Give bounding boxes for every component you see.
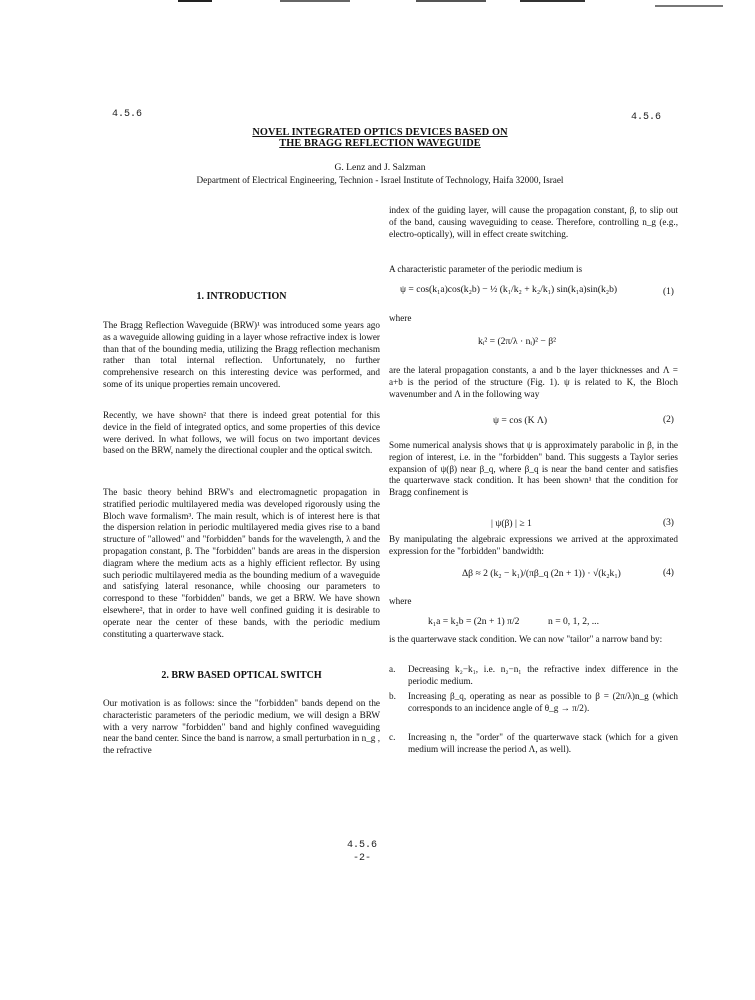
right-paragraph-3: are the lateral propagation constants, a and b the layer thicknesses and Λ = a+b is the period of the structure (Fig. 1). ψ is related to K, the Bloch wavenumber and Λ in the following way bbox=[389, 365, 678, 399]
scan-artifact bbox=[178, 0, 212, 2]
list-text: Increasing n, the "order" of the quarterwave stack (which for a given medium will increase the period Λ, as well). bbox=[408, 732, 678, 754]
right-paragraph-2: A characteristic parameter of the periodic medium is bbox=[389, 264, 583, 274]
intro-heading: 1. INTRODUCTION bbox=[196, 291, 287, 302]
equation-3: | ψ(β) | ≥ 1 bbox=[491, 518, 532, 529]
right-paragraph-6: is the quarterwave stack condition. We can now "tailor" a narrow band by: bbox=[389, 634, 663, 644]
switch-heading-wrap bbox=[103, 670, 380, 682]
list-text: Increasing β_q, operating as near as possible to β = (2π/λ)n_g (which corresponds to an incidence angle of θ_g → π/2). bbox=[408, 691, 678, 713]
title-block bbox=[150, 127, 610, 186]
equation-2: ψ = cos (K Λ) bbox=[493, 415, 548, 426]
list-text: Decreasing k₂−k₁, i.e. n₂−n₁ the refractive index difference in the periodic medium. bbox=[408, 664, 678, 686]
equation-ki: kᵢ² = (2π/λ · nᵢ)² − β² bbox=[478, 336, 556, 347]
scan-artifact bbox=[280, 0, 350, 2]
where-label-2: where bbox=[389, 596, 412, 606]
affiliation: Department of Electrical Engineering, Technion - Israel Institute of Technology, Haifa 32000, Israel bbox=[196, 175, 564, 185]
equation-5-condition: n = 0, 1, 2, ... bbox=[548, 616, 599, 627]
switch-paragraph-1: Our motivation is as follows: since the "forbidden" bands depend on the characteristic parameters of the periodic medium, we will design a BRW with a very narrow "forbidden" band and highly confined waveguiding near the band center. Since the band is narrow, a small perturbation in n_g , the refractive bbox=[103, 698, 380, 756]
equation-1-number: (1) bbox=[663, 287, 674, 297]
page-code-left: 4.5.6 bbox=[112, 109, 143, 120]
scan-artifact bbox=[416, 0, 486, 2]
equation-4-number: (4) bbox=[663, 568, 674, 578]
page-code-right: 4.5.6 bbox=[631, 112, 662, 123]
scan-artifact bbox=[655, 5, 723, 7]
list-marker: b. bbox=[389, 691, 396, 701]
where-label-1: where bbox=[389, 313, 412, 323]
footer-code: 4.5.6 bbox=[346, 840, 377, 851]
footer-page-number: -2- bbox=[352, 853, 371, 864]
switch-heading: 2. BRW BASED OPTICAL SWITCH bbox=[161, 670, 322, 681]
scan-artifact bbox=[520, 0, 585, 2]
intro-paragraph-1: The Bragg Reflection Waveguide (BRW)¹ was introduced some years ago as a waveguide allowing guiding in a layer whose refractive index is lower than that of the bounding media, utilizing the Bragg reflection mechanism rather than total internal reflection. Unfortunately, no further comprehensive research on this interesting device was performed, and some of its unique properties remain uncovered. bbox=[103, 320, 380, 389]
intro-paragraph-2: Recently, we have shown² that there is indeed great potential for this device in the field of integrated optics, and some properties of this device were derived. In what follows, we will focus on two important devices based on the BRW, namely the directional coupler and the optical switch. bbox=[103, 410, 380, 456]
paper-title-line-1: NOVEL INTEGRATED OPTICS DEVICES BASED ON bbox=[252, 127, 508, 138]
right-paragraph-4: Some numerical analysis shows that ψ is approximately parabolic in β, in the region of interest, i.e. in the "forbidden" band. This suggests a Taylor series expansion of ψ(β) near β_q, where β_q is near the band center and satisfies the quarterwave stack condition. It has been shown¹ that the condition for Bragg confinement is bbox=[389, 440, 678, 498]
equation-5: k₁a = k₂b = (2n + 1) π/2 bbox=[428, 616, 520, 627]
authors: G. Lenz and J. Salzman bbox=[334, 162, 426, 173]
equation-3-number: (3) bbox=[663, 518, 674, 528]
right-paragraph-1: index of the guiding layer, will cause the propagation constant, β, to slip out of the band, causing waveguiding to cease. Therefore, controlling n_g (e.g., electro-optically), will in effect create switching. bbox=[389, 205, 678, 239]
equation-1: ψ = cos(k₁a)cos(k₂b) − ½ (k₁/k₂ + k₂/k₁) sin(k₁a)sin(k₂b) bbox=[400, 284, 618, 295]
equation-4: Δβ ≈ 2 (k₂ − k₁)/(πβ_q (2n + 1)) · √(k₂k₁) bbox=[462, 568, 621, 579]
list-marker: a. bbox=[389, 664, 396, 674]
equation-2-number: (2) bbox=[663, 415, 674, 425]
intro-paragraph-3: The basic theory behind BRW's and electromagnetic propagation in stratified periodic multilayered media was developed rigorously using the Bloch wave formalism³. The main result, which is of interest here is that the dispersion relation in periodic multilayered media gives rise to a band structure of "allowed" and "forbidden" bands for the wavelength, λ and the propagation constant, β. The "forbidden" bands are areas in the dispersion diagram where the medium acts as a highly efficient reflector. By using such periodic multilayered media as the bounding medium of a waveguide and satisfying lateral resonance, while choosing our parameters to correspond to these "forbidden" bands, we get a BRW. We have shown elsewhere², that in order to have well confined guiding it is desirable to operate near the center of these bands, with the periodic medium constituting a quarterwave stack. bbox=[103, 487, 380, 639]
paper-title-line-2: THE BRAGG REFLECTION WAVEGUIDE bbox=[279, 138, 481, 149]
list-marker: c. bbox=[389, 732, 396, 742]
left-column bbox=[103, 291, 380, 303]
right-paragraph-5: By manipulating the algebraic expressions we arrived at the approximated expression for the "forbidden" bandwidth: bbox=[389, 534, 678, 556]
